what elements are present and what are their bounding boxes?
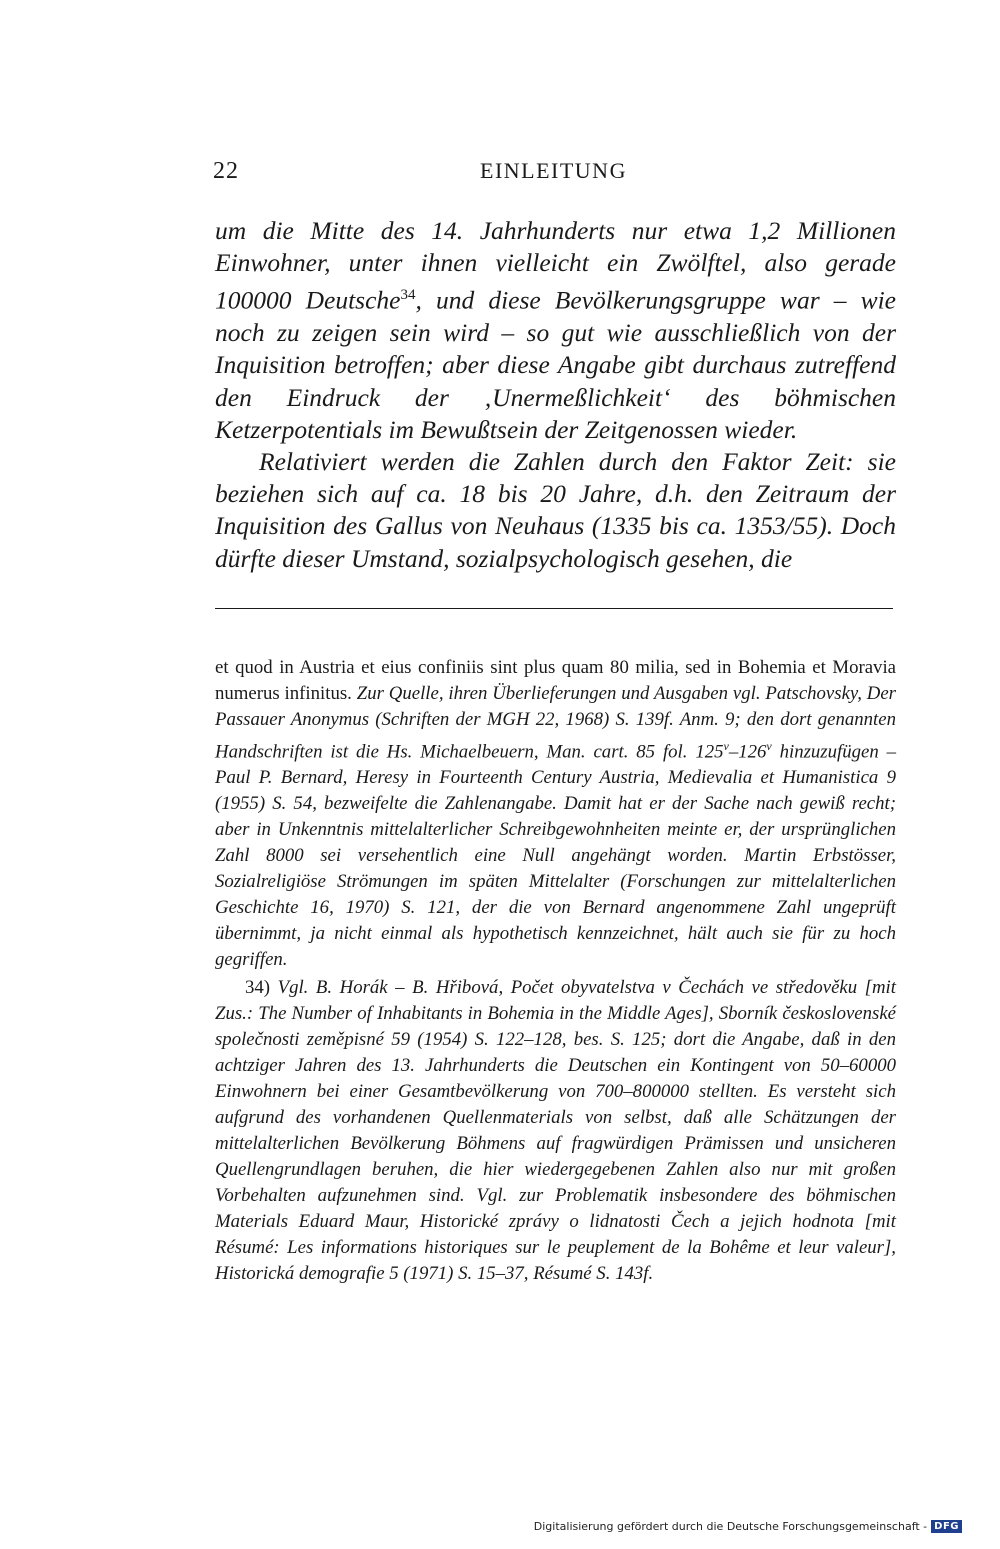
footnote-ref-34: 34: [400, 287, 416, 304]
body-paragraph-1-text-b: , und diese Bevölkerungsgruppe war – wie noch zu zeigen sein wird – so gut wie ausschließlich von der Inquisition betroffen; aber diese Angabe gibt durchaus zutreffend den Eindruck der ‚Unermeßlichkeit‘ des böhmischen Ketzerpotentials im Bewußtsein der Zeitgenossen wieder.: [215, 285, 896, 444]
verso-mark-1: v: [723, 739, 729, 753]
footnote-separator: [215, 608, 893, 609]
footnote-34-text: Vgl. B. Horák – B. Hřibová, Počet obyvatelstva v Čechách ve středověku [mit Zus.: The Number of Inhabitants in Bohemia in the Middle Ages], Sborník československé společnosti zeměpisné 59 (1954) S. 122–128, bes. S. 125; dort die Angabe, daß in den achtziger Jahren des 13. Jahrhunderts die Deutschen ein Kontingent von 50–60000 Einwohnern bei einer Gesamtbevölkerung von 700–800000 stellten. Es versteht sich aufgrund des vorhandenen Quellenmaterials von selbst, daß alle Schätzungen der mittelalterlichen Bevölkerung Böhmens auf fragwürdigen Prämissen und unsicheren Quellengrundlagen beruhen, die hier wiedergegebenen Zahlen also nur mit großen Vorbehalten aufzunehmen sind. Vgl. zur Problematik insbesondere des böhmischen Materials Eduard Maur, Historické zprávy o lidnatosti Čech a jejich hodnota [mit Résumé: Les informations historiques sur le peuplement de la Bohême et leur valeur], Historická demografie 5 (1971) S. 15–37, Résumé S. 143f.: [215, 977, 896, 1285]
running-head: EINLEITUNG: [480, 158, 627, 183]
footnotes: [215, 655, 896, 1287]
page-number: 22: [213, 158, 239, 184]
credit-text: Digitalisierung gefördert durch die Deutsche Forschungsgemeinschaft -: [533, 1520, 928, 1533]
footnote-34: [215, 975, 896, 1287]
footnote-33-text-b: –126: [728, 741, 767, 763]
body-paragraph-1: [215, 215, 896, 446]
verso-mark-2: v: [766, 739, 772, 753]
digitization-credit: [534, 1520, 962, 1533]
main-text: [215, 215, 896, 575]
footnote-34-label: 34): [245, 977, 271, 999]
footnote-33-continuation: [215, 655, 896, 973]
body-paragraph-2: Relativiert werden die Zahlen durch den Faktor Zeit: sie beziehen sich auf ca. 18 bis 20 Jahre, d.h. den Zeitraum der Inquisition des Gallus von Neuhaus (1335 bis ca. 1353/55). Doch dürfte dieser Umstand, sozialpsychologisch gesehen, die: [215, 446, 896, 573]
body-paragraph-1-text-a: um die Mitte des 14. Jahrhunderts nur etwa 1,2 Millionen Einwohner, unter ihnen vielleicht ein Zwölftel, also gerade 100000 Deutsche: [215, 216, 896, 315]
footnote-33-text-a: Zur Quelle, ihren Überlieferungen und Ausgaben vgl. Patschovsky, Der Passauer Anonymus (Schriften der MGH 22, 1968) S. 139f. Anm. 9; den dort genannten Handschriften ist die Hs. Michaelbeuern, Man. cart. 85 fol. 125: [215, 683, 896, 763]
footnote-33-text-c: hinzuzufügen – Paul P. Bernard, Heresy in Fourteenth Century Austria, Medievalia et Humanistica 9 (1955) S. 54, bezweifelte die Zahlenangabe. Damit hat er der Sache nach gewiß recht; aber in Unkenntnis mittelalterlicher Schreibgewohnheiten meinte er, der ursprünglichen Zahl 8000 sei versehentlich eine Null angehängt worden. Martin Erbstösser, Sozialreligiöse Strömungen im späten Mittelalter (Forschungen zur mittelalterlichen Geschichte 16, 1970) S. 121, der die von Bernard angenommene Zahl ungeprüft übernimmt, ja nicht einmal als hypothetisch kennzeichnet, hält auch sie für zu hoch gegriffen.: [215, 741, 896, 971]
dfg-logo: DFG: [931, 1520, 962, 1533]
footnote-33-latin-quote: et quod in Austria et eius confiniis sint plus quam 80 milia, sed in Bohemia et Moravia numerus infinitus.: [215, 657, 896, 704]
